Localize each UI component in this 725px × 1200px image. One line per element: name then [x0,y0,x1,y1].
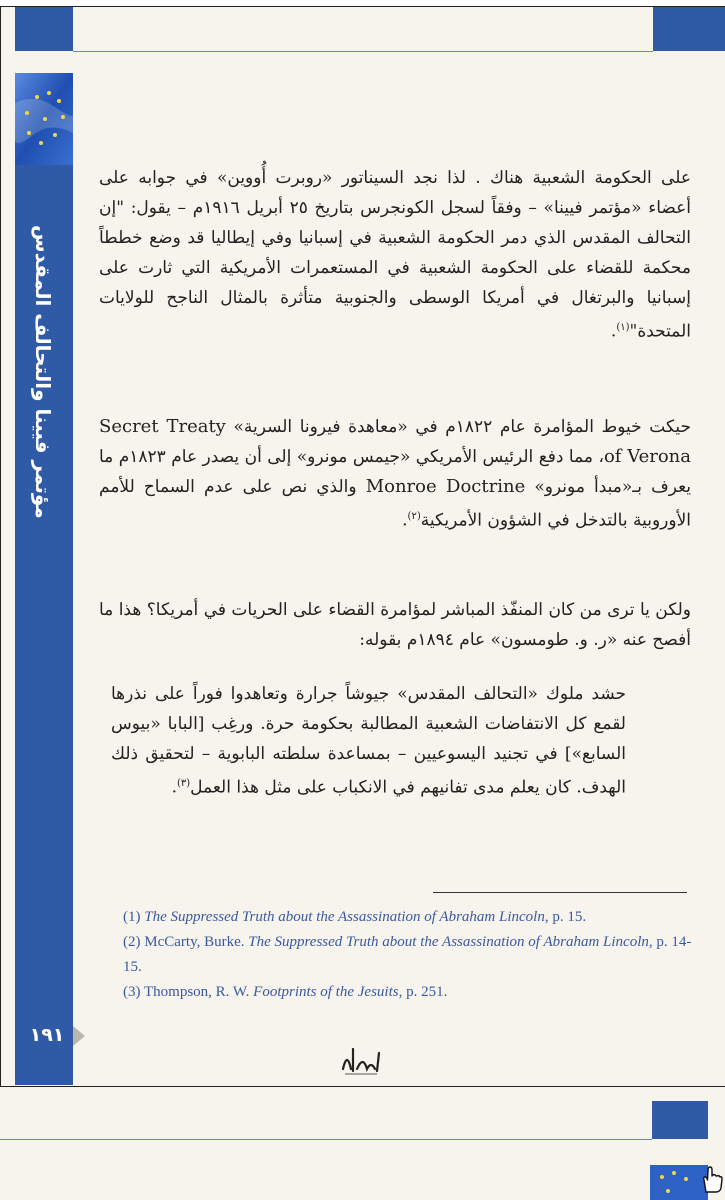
paragraph-2 [99,412,691,536]
quote-end: . [171,777,177,798]
hand-cursor-icon [698,1164,724,1194]
footnote-title: The Suppressed Truth about the Assassination of Abraham Lincoln [248,934,649,950]
footnote-pages: , p. 15. [544,909,587,925]
secret-treaty-term: Secret Treaty of Verona [99,416,691,467]
spine-title: مؤتمر فيينا والتحالف المقدس [31,225,55,519]
next-page-header-rule [0,1139,652,1140]
publisher-logo [337,1041,385,1079]
quote-text: حشد ملوك «التحالف المقدس» جيوشاً جرارة وتعاهدوا فوراً على نذرها لقمع كل الانتفاضات الشعبية المطالبة بحكومة حرة. ورغِب [البابا «بيوس السابع»] في تجنيد اليسوعيين – بمساعدة سلطته البابوية – لتحقيق ذلك الهدف. كان يعلم مدى تفانيهم في الانكباب على مثل هذا العمل [111,684,626,798]
footnote-pages: , p. 251. [398,984,448,1000]
paragraph-2-a: حيكت خيوط المؤامرة عام ١٨٢٢م في «معاهدة فيرونا السرية» [233,417,691,437]
footnote-pages: , p. 14-15. [123,934,692,975]
footnotes [123,905,693,1005]
block-quote [111,679,626,803]
header-rule [73,51,653,52]
paragraph-2-end: . [402,510,408,531]
paragraph-2-c: والذي نص على عدم السماح للأمم الأوروبية بالتدخل في الشؤون الأمريكية [99,477,691,531]
header-corner-left [15,7,73,51]
footnote-author: McCarty, Burke. [144,934,245,950]
page-number: ١٩١ [29,1024,65,1046]
footnote-title: The Suppressed Truth about the Assassination of Abraham Lincoln [144,909,545,925]
footnote-rule [433,892,687,893]
footnote-ref-2: (٢) [407,511,421,522]
footnote-1 [123,905,693,930]
footnote-ref-1: (١) [616,322,630,333]
paragraph-1-text: على الحكومة الشعبية هناك . لذا نجد السيناتور «روبرت أُووين» في جوابه على أعضاء «مؤتمر فيينا» – وفقاً لسجل الكونجرس بتاريخ ٢٥ أبريل ١٩١٦م – يقول: "إن التحالف المقدس الذي دمر الحكومة الشعبية في إسبانيا وفي إيطاليا قد وضع خططاً محكمة للقضاء على الحكومة الشعبية في المستعمرات الأمريكية التي ثارت على إسبانيا والبرتغال في أمريكا الوسطى والجنوبية متأثرة بالمثال الناجح للولايات المتحدة" [99,168,692,342]
footnote-author: Thompson, R. W. [143,984,250,1000]
footnote-number: (1) [123,909,141,925]
next-page-preview [0,1087,725,1200]
paragraph-1-end: . [610,321,617,342]
header-corner-right [653,7,725,51]
footnote-2 [123,930,693,980]
paragraph-1 [99,163,691,347]
eu-flag-icon [15,73,73,165]
paragraph-2-b: ، مما دفع الرئيس الأمريكي «جيمس مونرو» إلى أن يصدر عام ١٨٢٣م ما يعرف بـ«مبدأ مونرو» [99,447,692,497]
footnote-ref-3: (٣) [176,778,191,789]
page-number-arrow [73,1026,85,1046]
footnote-number: (2) [123,934,141,950]
next-page-corner [652,1101,708,1139]
paragraph-3: ولكن يا ترى من كان المنفّذ المباشر لمؤامرة القضاء على الحريات في أمريكا؟ هذا ما أفصح عنه «ر. و. طومسون» عام ١٨٩٤م بقوله: [99,600,691,650]
book-page [1,7,725,1086]
monroe-doctrine-term: Monroe Doctrine [365,476,526,497]
footnote-3 [123,980,693,1005]
footnote-number: (3) [123,984,141,1000]
footnote-title: Footprints of the Jesuits [253,984,399,1000]
